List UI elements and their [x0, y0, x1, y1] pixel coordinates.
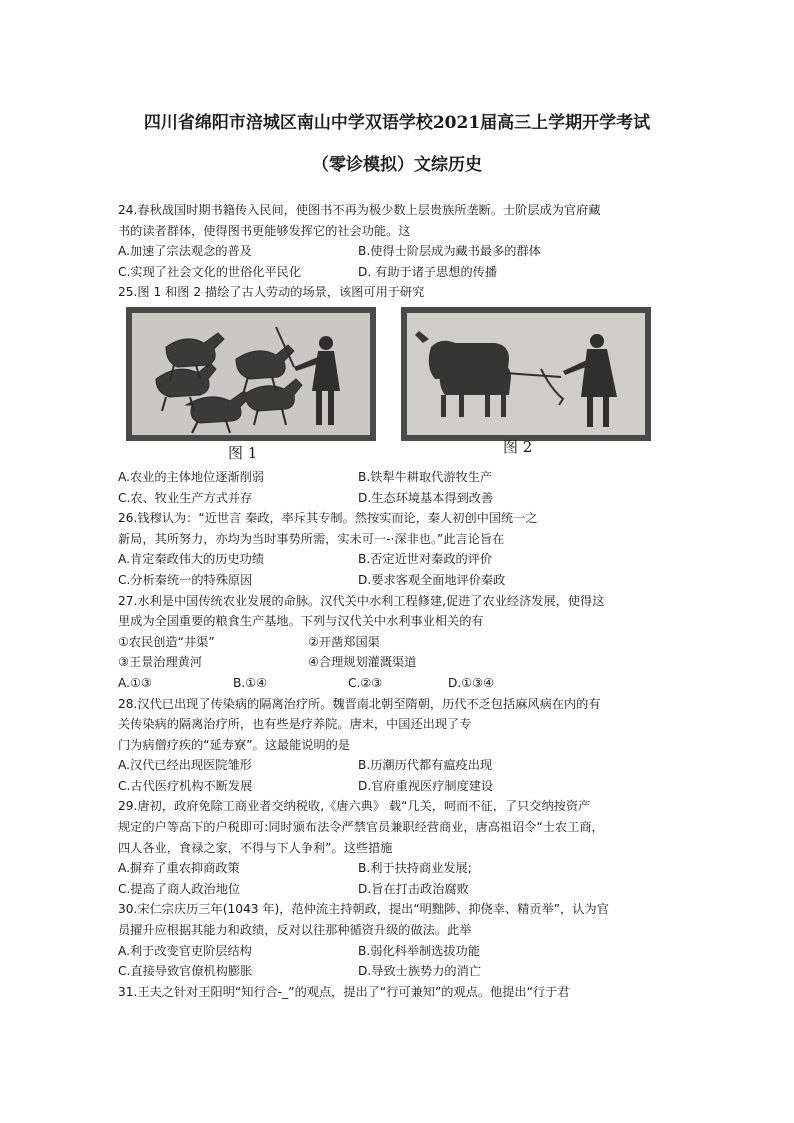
question-30 — [118, 899, 678, 981]
option-a: A.加速了宗法观念的普及 — [118, 244, 252, 259]
option-c: C.提高了商人政治地位 — [118, 881, 241, 896]
question-28 — [118, 694, 678, 797]
option-a: A.摒弃了重农抑商政策 — [118, 861, 240, 876]
page-title-line1: 四川省绵阳市涪城区南山中学双语学校2021届高三上学期开学考试 — [143, 113, 651, 133]
question-stem: 关传染病的隔离治疗所，也有些是疗养院。唐末，中国还出现了专 — [118, 717, 472, 732]
option-b: B.否定近世对秦政的评价 — [358, 552, 493, 567]
question-stem: 书的读者群体，使得图书更能够发挥它的社会功能。这 — [118, 223, 411, 238]
option-a: A.①③ — [118, 675, 152, 690]
option-b: B.使得士阶层成为藏书最多的群体 — [358, 244, 541, 259]
option-d: D.官府重视医疗制度建设 — [358, 778, 494, 793]
option-c: C.直接导致官僚机构膨胀 — [118, 964, 253, 979]
question-stem: 新局，其所努力，亦均为当时事势所需，实未可一-·深非也。”此言论旨在 — [118, 531, 505, 546]
question-stem: 26.钱穆认为：“近世言 秦政，率斥其专制。然按实而论，秦人初创中国统一之 — [118, 511, 538, 526]
question-list — [118, 200, 678, 1002]
statement-2: ②开凿郑国渠 — [308, 634, 380, 649]
figures — [118, 303, 678, 467]
question-stem: 31.王夫之针对王阳明“知行合-_”的观点，提出了“行可兼知”的观点。他提出“行于君 — [118, 984, 570, 999]
question-stem: 28.汉代已出现了传染病的隔离治疗所。魏晋南北朝至隋朝，历代不乏包括麻风病在内的有 — [118, 696, 601, 711]
question-stem: 四人各业，食禄之家，不得与下人争利”。这些措施 — [118, 840, 393, 855]
question-31 — [118, 982, 678, 1003]
question-24 — [118, 200, 678, 282]
question-stem: 里成为全国重要的粮食生产基地。下列与汉代关中水利事业相关的有 — [118, 614, 484, 629]
page-title-line2: （零诊模拟）文综历史 — [312, 155, 482, 175]
option-a: A.农业的主体地位逐渐削弱 — [118, 469, 265, 484]
question-29 — [118, 796, 678, 899]
option-a: A.肯定秦政伟大的历史功绩 — [118, 552, 265, 567]
statement-3: ③王景治理黄河 — [118, 655, 203, 670]
question-stem: 27.水利是中国传统农业发展的命脉。汉代关中水利工程修建,促进了农业经济发展，使得这 — [118, 593, 605, 608]
option-a: A.利于改变官吏阶层结构 — [118, 943, 252, 958]
question-stem: 25.图 1 和图 2 描绘了古人劳动的场景，该图可用于研究 — [118, 285, 425, 300]
option-c: C.农、牧业生产方式并存 — [118, 490, 253, 505]
question-stem: 29.唐初，政府免除工商业者交纳税收,《唐六典》 载“几关，呵而不征，了只交纳按资产 — [118, 799, 591, 814]
option-c: C.古代医疗机构不断发展 — [118, 778, 253, 793]
option-d: D.①③④ — [448, 675, 495, 690]
question-stem: 员擢升应根据其能力和政绩，反对以往那种循资升级的做法。此举 — [118, 923, 472, 938]
question-stem: 24.春秋战国时期书籍传入民间，使图书不再为极少数上层贵族所垄断。士阶层成为官府藏 — [118, 203, 601, 217]
figure-2-caption: 图 2 — [503, 437, 533, 456]
figure-2-ox-plowing-image — [401, 307, 651, 441]
option-b: B.历潮历代都有瘟疫出现 — [358, 758, 493, 773]
option-d: D.要求客观全面地评价秦政 — [358, 572, 506, 587]
figure-1-horse-herding-image — [126, 307, 376, 441]
option-d: D.旨在打击政治腐败 — [358, 881, 469, 896]
option-c: C.实现了社会文化的世俗化平民化 — [118, 264, 302, 279]
option-b: B.铁犁牛耕取代游牧生产 — [358, 469, 493, 484]
question-25 — [118, 282, 678, 508]
option-c: C.分析秦统一的特殊原因 — [118, 572, 253, 587]
option-b: B.利于扶持商业发展; — [358, 861, 472, 876]
statement-1: ①农民创造“井渠” — [118, 634, 215, 649]
statement-4: ④合理规划灌溉渠道 — [308, 655, 417, 670]
question-27 — [118, 591, 678, 694]
question-stem: 门为病僧疗疾的“延寿寮”。这最能说明的是 — [118, 737, 351, 752]
option-d: D.导致士族势力的消亡 — [358, 964, 481, 979]
question-26 — [118, 508, 678, 590]
option-d: D.生态环境基本得到改善 — [358, 490, 494, 505]
option-b: B.①④ — [233, 675, 268, 690]
figure-1-caption: 图 1 — [228, 443, 258, 462]
question-stem: 规定的户等高下的户税即可:同时颁布法令严禁官员兼职经营商业，唐高祖诏令“士农工商， — [118, 820, 604, 835]
option-a: A.汉代已经出现医院雏形 — [118, 758, 252, 773]
option-d: D. 有助于诸子思想的传播 — [358, 264, 498, 279]
option-c: C.②③ — [348, 675, 383, 690]
question-stem: 30.宋仁宗庆历三年(1043 年)，范仲流主持朝政，提出“明黜陟、抑侥幸、精贡举”，认为官 — [118, 902, 609, 917]
option-b: B.弱化科举制选拔功能 — [358, 943, 480, 958]
